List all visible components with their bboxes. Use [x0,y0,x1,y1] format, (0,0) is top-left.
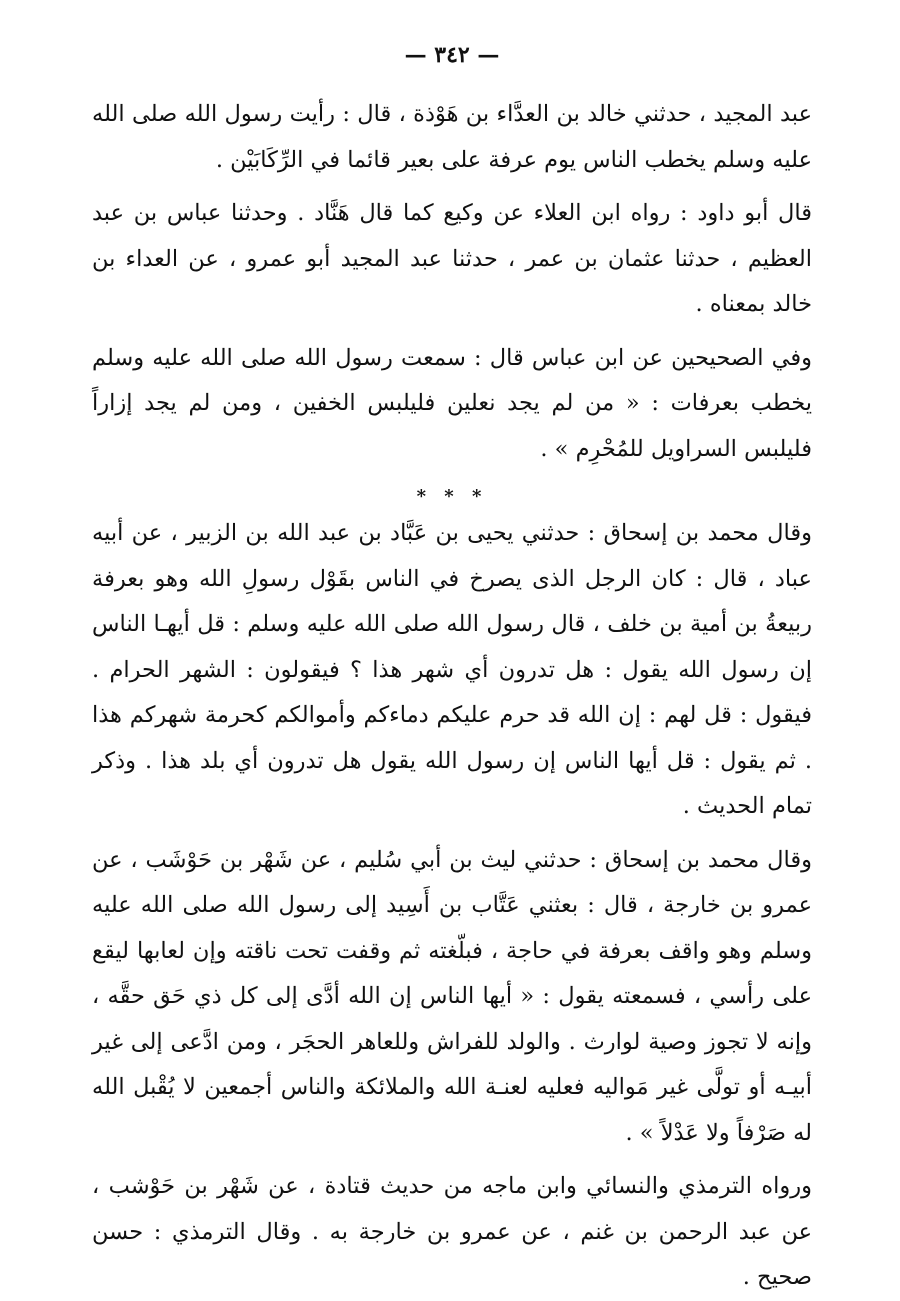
section-separator: * * * [416,486,488,507]
paragraph-2: قال أبو داود : رواه ابن العلاء عن وكيع كما قال هَنَّاد . وحدثنا عباس بن عبد العظيم ، حدثنا عثمان بن عمر ، حدثنا عبد المجيد أبو عمرو ، عن العداء بن خالد بمعناه . [92,200,812,317]
paragraph-3: وفي الصحيحين عن ابن عباس قال : سمعت رسول الله صلى الله عليه وسلم يخطب بعرفات : « من لم يجد نعلين فليلبس الخفين ، ومن لم يجد إزاراً فليلبس السراويل للمُحْرِم » . [92,344,812,462]
paragraph-1: عبد المجيد ، حدثني خالد بن العدَّاء بن هَوْذة ، قال : رأيت رسول الله صلى الله عليه وسلم يخطب الناس يوم عرفة على بعير قائما في الرِّكَابَيْن . [92,101,812,173]
paragraph-6: ورواه الترمذي والنسائي وابن ماجه من حديث قتادة ، عن شَهْر بن حَوْشب ، عن عبد الرحمن بن غنم ، عن عمرو بن خارجة به . وقال الترمذي : حسن صحيح . [92,1173,812,1290]
paragraph-4: وقال محمد بن إسحاق : حدثني يحيى بن عَبَّاد بن عبد الله بن الزبير ، عن أبيه عباد ، قال : كان الرجل الذى يصرخ في الناس بقَوْل رسولِ الله وهو بعرفة ربيعةُ بن أمية بن خلف ، قال رسول الله صلى الله عليه وسلم : قل أيهـا الناس إن رسول الله يقول : هل تدرون أي شهر هذا ؟ فيقولون : الشهر الحرام . فيقول : قل لهم : إن الله قد حرم عليكم دماءكم وأموالكم كحرمة شهركم هذا . ثم يقول : قل أيها الناس إن رسول الله يقول هل تدرون أي بلد هذا . وذكر تمام الحديث . [92,520,812,819]
paragraph-5: وقال محمد بن إسحاق : حدثني ليث بن أبي سُليم ، عن شَهْر بن حَوْشَب ، عن عمرو بن خارجة ، قال : بعثني عَتَّاب بن أَسِيد إلى رسول الله صلى الله عليه وسلم وهو واقف بعرفة في حاجة ، فبلّغته ثم وقفت تحت ناقته وإن لعابها ليقع على رأسي ، فسمعته يقول : « أيها الناس إن الله أدَّى إلى كل ذي حَق حقَّه ، وإنه لا تجوز وصية لوارث . والولد للفراش وللعاهر الحجَر ، ومن ادَّعى إلى غير أبيـه أو تولَّى غير مَواليه فعليه لعنـة الله والملائكة والناس أجمعين لا يُقْبل الله له صَرْفاً ولا عَدْلاً » . [92,846,812,1146]
page-number: — ٣٤٢ — [404,42,500,68]
